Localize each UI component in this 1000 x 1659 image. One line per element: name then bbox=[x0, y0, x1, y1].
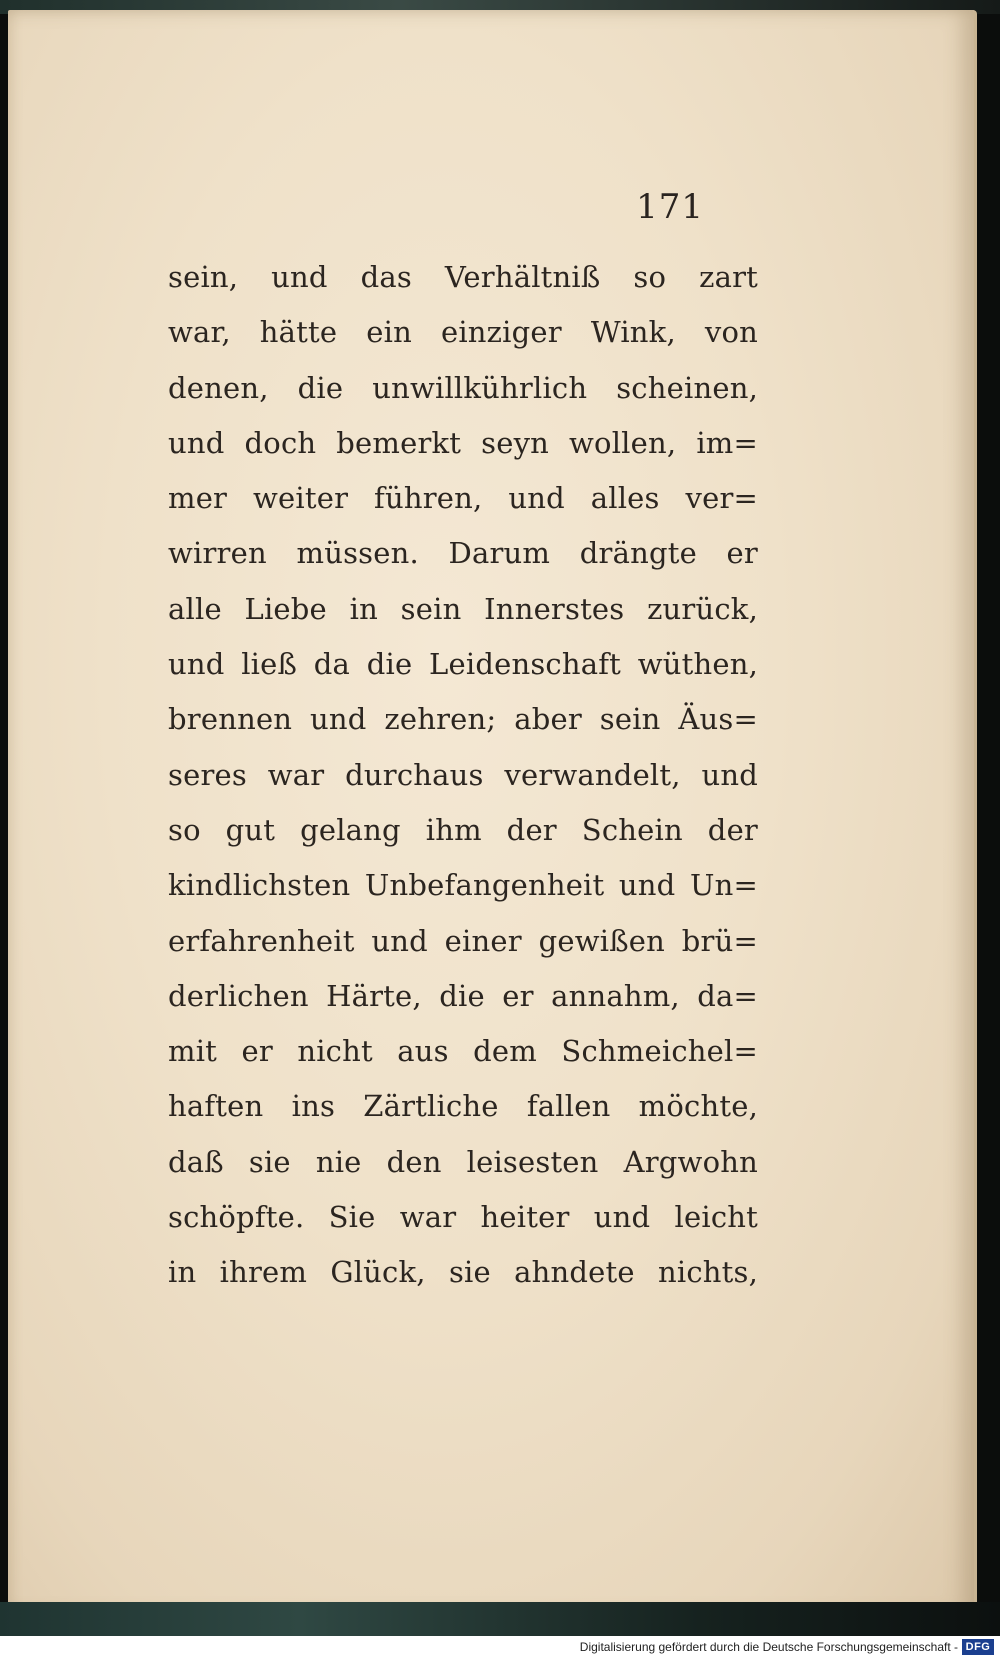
book-page bbox=[8, 10, 977, 1615]
text-line: so gut gelang ihm der Schein der bbox=[168, 812, 758, 847]
body-text bbox=[168, 250, 758, 1301]
text-line: kindlichsten Unbefangenheit und Un= bbox=[168, 868, 758, 903]
text-line: sein, und das Verhältniß so zart bbox=[168, 260, 758, 294]
funding-credit: Digitalisierung gefördert durch die Deutsche Forschungsgemeinschaft - bbox=[579, 1640, 958, 1654]
text-line: derlichen Härte, die er annahm, da= bbox=[168, 978, 758, 1013]
text-line: seres war durchaus verwandelt, und bbox=[168, 757, 758, 792]
text-line: wirren müssen. Darum drängte er bbox=[168, 536, 758, 571]
digitization-footer bbox=[0, 1636, 1000, 1659]
text-line: mer weiter führen, und alles ver= bbox=[168, 481, 758, 516]
text-line: daß sie nie den leisesten Argwohn bbox=[168, 1144, 758, 1179]
text-line: mit er nicht aus dem Schmeichel= bbox=[168, 1034, 758, 1069]
text-line: und doch bemerkt seyn wollen, im= bbox=[168, 425, 758, 460]
text-line: denen, die unwillkührlich scheinen, bbox=[168, 370, 758, 405]
text-line: alle Liebe in sein Innerstes zurück, bbox=[168, 591, 758, 626]
page-number: 171 bbox=[636, 187, 704, 227]
text-line: haften ins Zärtliche fallen möchte, bbox=[168, 1089, 758, 1124]
text-line: und ließ da die Leidenschaft wüthen, bbox=[168, 647, 758, 682]
text-line: in ihrem Glück, sie ahndete nichts, bbox=[168, 1255, 758, 1290]
dfg-logo: DFG bbox=[962, 1639, 994, 1655]
text-line: erfahrenheit und einer gewißen brü= bbox=[168, 923, 758, 958]
book-cover-edge-bottom bbox=[0, 1602, 1000, 1636]
text-line: war, hätte ein einziger Wink, von bbox=[168, 315, 758, 350]
text-line: schöpfte. Sie war heiter und leicht bbox=[168, 1200, 758, 1235]
text-line: brennen und zehren; aber sein Äus= bbox=[168, 702, 758, 737]
